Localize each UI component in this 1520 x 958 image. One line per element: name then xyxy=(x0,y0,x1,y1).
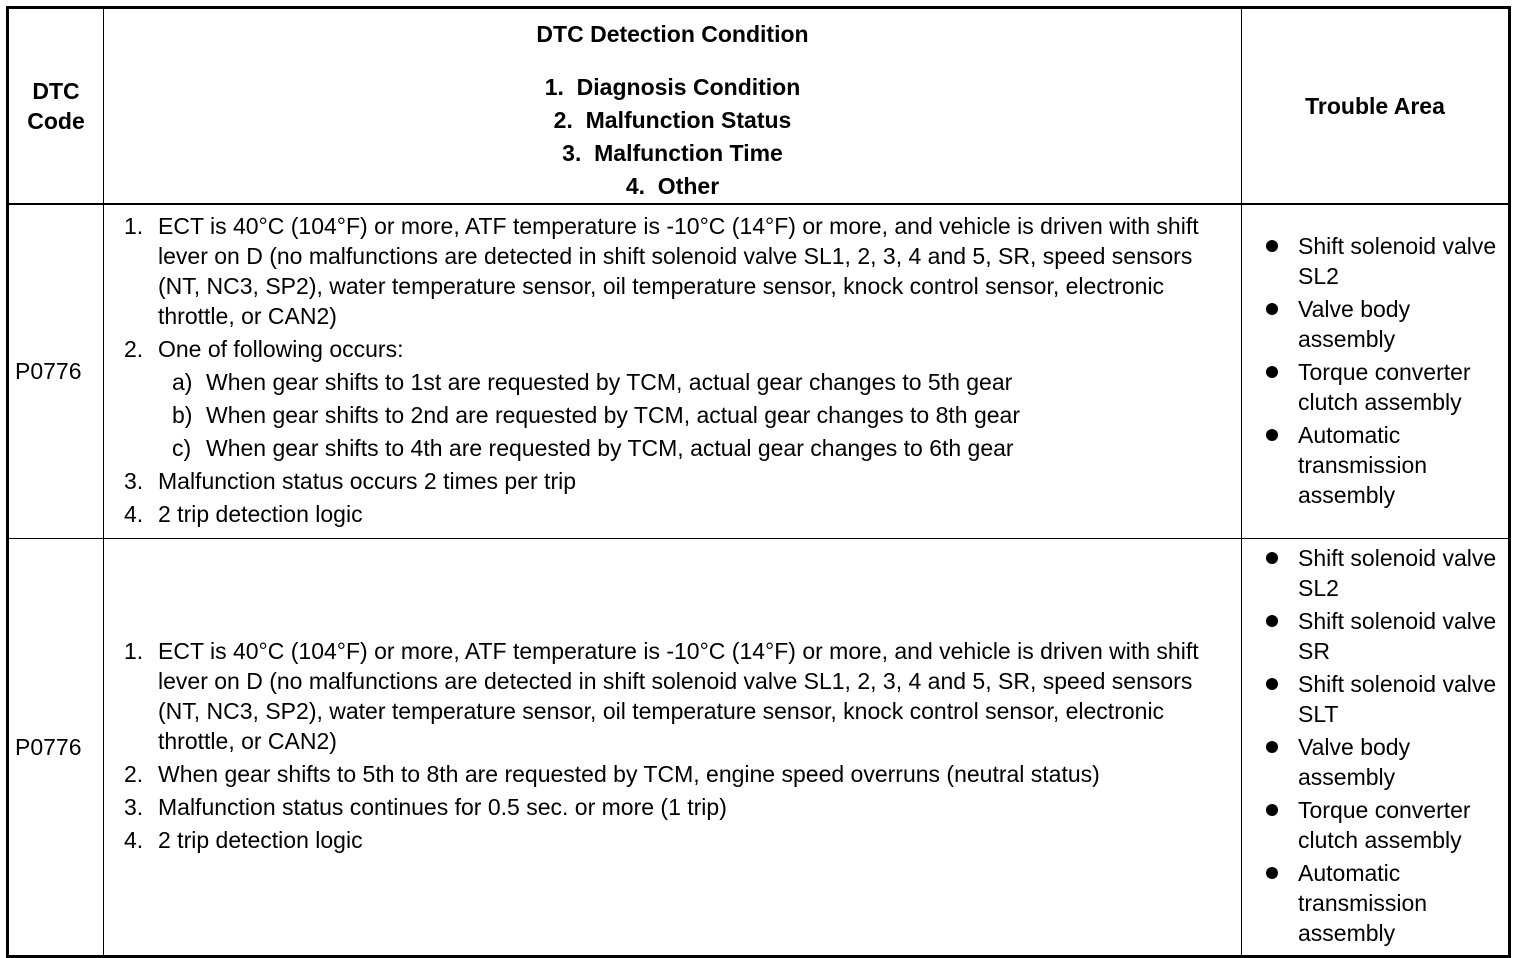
condition-number: 2. xyxy=(124,336,144,362)
trouble-area-cell xyxy=(1242,539,1510,957)
condition-sub-item xyxy=(172,367,1227,397)
condition-text: 2 trip detection logic xyxy=(158,827,363,853)
condition-sub-text: When gear shifts to 2nd are requested by TCM, actual gear changes to 8th gear xyxy=(206,402,1020,428)
trouble-area-item xyxy=(1264,858,1502,948)
trouble-area-text: Automatic transmission assembly xyxy=(1298,860,1428,946)
bullet-icon xyxy=(1264,231,1298,261)
header-condition-item: 4. Other xyxy=(625,173,720,199)
trouble-area-cell xyxy=(1242,204,1510,539)
condition-sub-item xyxy=(172,400,1227,430)
bullet-icon xyxy=(1264,420,1298,450)
header-dtc-code-label: DTC Code xyxy=(27,78,85,134)
bullet-icon xyxy=(1264,732,1298,762)
trouble-area-item xyxy=(1264,795,1502,855)
condition-text: Malfunction status continues for 0.5 sec. or more (1 trip) xyxy=(158,794,727,820)
condition-text: One of following occurs: xyxy=(158,336,404,362)
condition-sub-item xyxy=(172,433,1227,463)
condition-item xyxy=(124,211,1227,331)
condition-number: 4. xyxy=(124,501,144,527)
trouble-area-item xyxy=(1264,732,1502,792)
condition-text: 2 trip detection logic xyxy=(158,501,363,527)
trouble-area-text: Shift solenoid valve SLT xyxy=(1298,671,1497,727)
bullet-icon xyxy=(1264,858,1298,888)
condition-text: ECT is 40°C (104°F) or more, ATF temperature is -10°C (14°F) or more, and vehicle is driven with shift lever on D (no malfunctions are detected in shift solenoid valve SL1, 2, 3, 4 and 5, SR, speed sensors (NT, NC3, SP2), water temperature sensor, oil temperature sensor, knock control sensor, electronic throttle, or CAN2) xyxy=(158,638,1199,754)
condition-number: 2. xyxy=(124,761,144,787)
trouble-area-item xyxy=(1264,669,1502,729)
dtc-code-cell xyxy=(8,204,104,539)
dtc-code: P0776 xyxy=(15,358,82,384)
header-dtc-code xyxy=(8,8,104,205)
detection-condition-cell xyxy=(104,539,1242,957)
condition-sub-letter: c) xyxy=(172,435,192,461)
condition-sub-text: When gear shifts to 1st are requested by TCM, actual gear changes to 5th gear xyxy=(206,369,1013,395)
header-condition-item: 3. Malfunction Time xyxy=(562,140,783,166)
detection-condition-cell xyxy=(104,204,1242,539)
trouble-area-item xyxy=(1264,543,1502,603)
condition-number: 1. xyxy=(124,213,144,239)
condition-sub-letter: a) xyxy=(172,369,193,395)
condition-text: Malfunction status occurs 2 times per trip xyxy=(158,468,576,494)
condition-sub-letter: b) xyxy=(172,402,193,428)
trouble-area-text: Automatic transmission assembly xyxy=(1298,421,1428,508)
trouble-area-text: Shift solenoid valve SR xyxy=(1298,608,1497,664)
condition-item xyxy=(124,759,1227,789)
header-condition-item: 2. Malfunction Status xyxy=(553,107,792,133)
condition-sub-text: When gear shifts to 4th are requested by TCM, actual gear changes to 6th gear xyxy=(206,435,1014,461)
dtc-code-cell xyxy=(8,539,104,957)
dtc-code: P0776 xyxy=(15,733,82,760)
condition-item xyxy=(124,499,1227,529)
condition-number: 1. xyxy=(124,638,144,664)
condition-item xyxy=(124,825,1227,855)
trouble-area-text: Shift solenoid valve SL2 xyxy=(1298,232,1497,289)
trouble-area-text: Torque converter clutch assembly xyxy=(1298,797,1471,853)
bullet-icon xyxy=(1264,543,1298,573)
trouble-area-text: Valve body assembly xyxy=(1298,295,1411,352)
condition-item xyxy=(124,792,1227,822)
condition-number: 3. xyxy=(124,794,144,820)
header-trouble-area-label: Trouble Area xyxy=(1305,93,1445,119)
trouble-area-item xyxy=(1264,420,1502,510)
trouble-area-text: Valve body assembly xyxy=(1298,734,1411,790)
bullet-icon xyxy=(1264,357,1298,387)
condition-item xyxy=(124,636,1227,756)
header-condition-title: DTC Detection Condition xyxy=(536,21,809,47)
dtc-table xyxy=(6,6,1511,958)
bullet-icon xyxy=(1264,669,1298,699)
header-condition-item: 1. Diagnosis Condition xyxy=(544,74,801,100)
header-trouble-area xyxy=(1242,8,1510,205)
trouble-area-item xyxy=(1264,357,1502,417)
condition-number: 3. xyxy=(124,468,144,494)
table-row xyxy=(8,539,1510,957)
condition-text: When gear shifts to 5th to 8th are requested by TCM, engine speed overruns (neutral status) xyxy=(158,761,1100,787)
bullet-icon xyxy=(1264,294,1298,324)
condition-number: 4. xyxy=(124,827,144,853)
trouble-area-text: Torque converter clutch assembly xyxy=(1298,358,1471,415)
condition-item xyxy=(124,334,1227,364)
condition-item xyxy=(124,466,1227,496)
table-row xyxy=(8,204,1510,539)
trouble-area-item xyxy=(1264,231,1502,291)
header-detection-condition xyxy=(104,8,1242,205)
trouble-area-item xyxy=(1264,294,1502,354)
header-row xyxy=(8,8,1510,205)
trouble-area-item xyxy=(1264,606,1502,666)
bullet-icon xyxy=(1264,606,1298,636)
bullet-icon xyxy=(1264,795,1298,825)
condition-text: ECT is 40°C (104°F) or more, ATF temperature is -10°C (14°F) or more, and vehicle is driven with shift lever on D (no malfunctions are detected in shift solenoid valve SL1, 2, 3, 4 and 5, SR, speed sensors (NT, NC3, SP2), water temperature sensor, oil temperature sensor, knock control sensor, electronic throttle, or CAN2) xyxy=(158,213,1199,329)
trouble-area-text: Shift solenoid valve SL2 xyxy=(1298,545,1497,601)
